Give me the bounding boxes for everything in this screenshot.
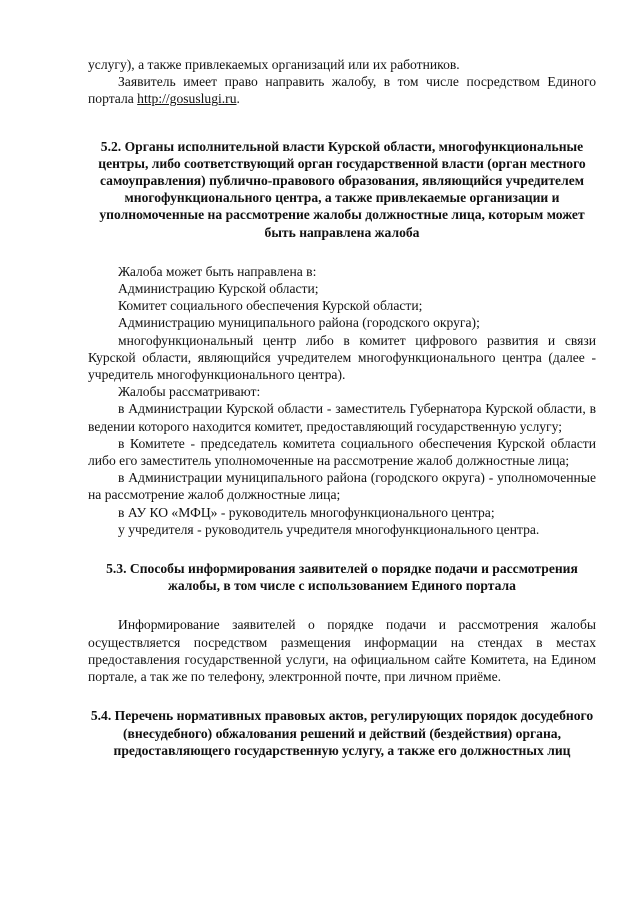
intro-paragraph-end: . [236,91,240,107]
section-5-2-paragraph: в АУ КО «МФЦ» - руководитель многофункционального центра; [118,504,495,520]
document-body [88,56,596,759]
intro-paragraph-text: Заявитель имеет право направить жалобу, в том числе посредством Единого портала [88,74,596,107]
section-5-2-paragraph: Жалоба может быть направлена в: [118,263,317,279]
section-5-3-paragraph: Информирование заявителей о порядке подачи и рассмотрения жалобы осуществляется посредством размещения информации на стендах в местах предоставления государственной услуги, на официальном сайте Комитета, на Едином портале, а так же по телефону, электронной почте, при личном приёме. [88,617,596,685]
gosuslugi-link[interactable]: http://gosuslugi.ru [137,91,237,107]
section-5-3-heading: 5.3. Способы информирования заявителей о порядке подачи и рассмотрения жалобы, в том числе с использованием Единого портала [106,561,578,594]
section-5-2-paragraph: в Администрации Курской области - заместитель Губернатора Курской области, в ведении которого находится комитет, предоставляющий государственную услугу; [88,401,596,434]
section-5-2-paragraph: Жалобы рассматривают: [118,384,261,400]
section-5-4-heading: 5.4. Перечень нормативных правовых актов, регулирующих порядок досудебного (внесудебного) обжалования решений и действий (бездействия) органа, предоставляющего государственную услугу, а также его должностных лиц [90,708,594,758]
intro-paragraph [88,73,596,107]
section-5-2-paragraph: в Комитете - председатель комитета социального обеспечения Курской области либо его заместитель уполномоченные на рассмотрение жалоб должностные лица; [88,435,596,469]
section-5-2-heading: 5.2. Органы исполнительной власти Курской области, многофункциональные центры, либо соответствующий орган государственной власти (орган местного самоуправления) публично-правового образования, являющийся учредителем многофункционального центра, а также привлекаемые организации и уполномоченные на рассмотрение жалобы должностные лица, которым может быть направлена жалоба [98,138,586,240]
section-5-2-paragraph: Администрацию Курской области; [118,281,319,297]
section-5-2-paragraph: у учредителя - руководитель учредителя многофункционального центра. [118,521,540,537]
section-5-2-paragraph: Администрацию муниципального района (городского округа); [118,315,480,331]
intro-line: услугу), а также привлекаемых организаций или их работников. [88,57,460,72]
section-5-2-paragraph: многофункциональный центр либо в комитет цифрового развития и связи Курской области, являющийся учредителем многофункционального центра (далее - учредитель многофункционального центра). [88,332,596,383]
section-5-2-paragraph: Комитет социального обеспечения Курской области; [118,298,423,314]
section-5-2-paragraph: в Администрации муниципального района (городского округа) - уполномоченные на рассмотрение жалоб должностные лица; [88,470,596,503]
